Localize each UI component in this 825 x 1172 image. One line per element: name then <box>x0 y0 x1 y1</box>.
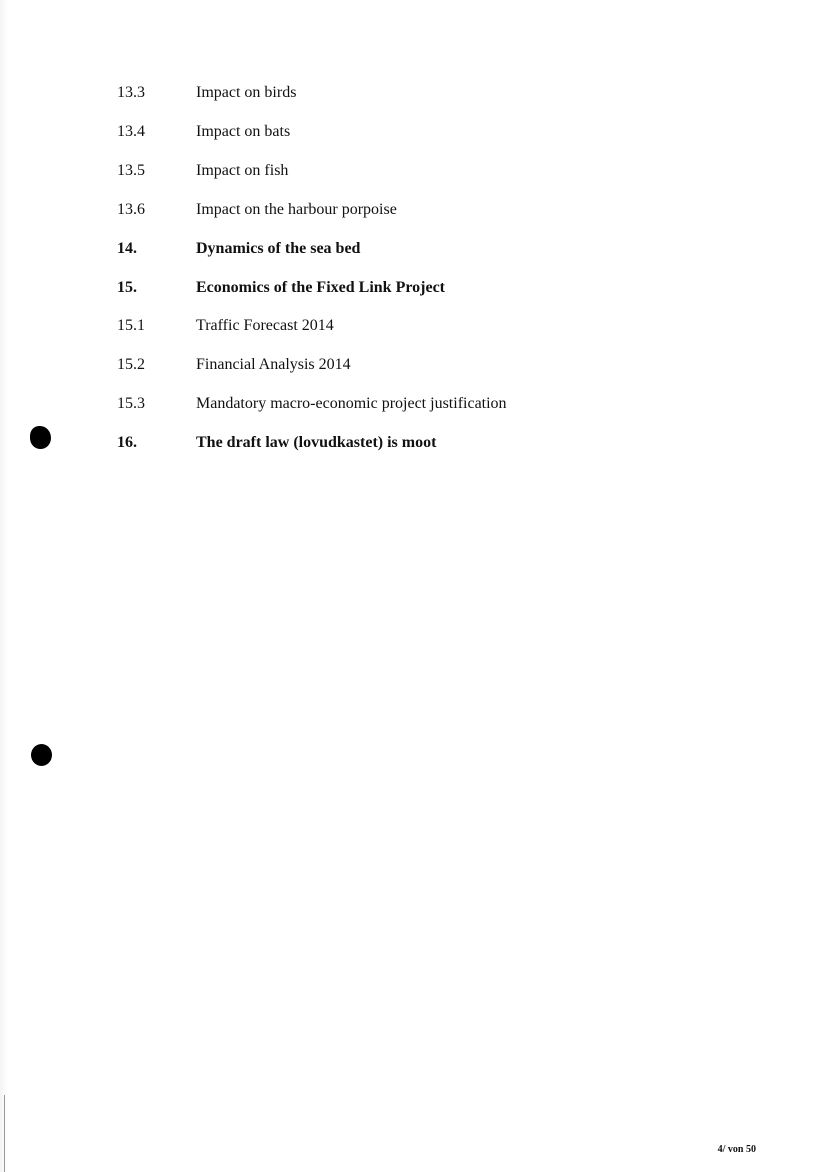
toc-entry-title: Dynamics of the sea bed <box>196 240 361 257</box>
toc-entry-number: 16. <box>117 434 137 451</box>
toc-entry-title: Impact on birds <box>196 84 297 101</box>
toc-entry-14 <box>0 237 825 261</box>
toc-entry-title: Financial Analysis 2014 <box>196 356 351 373</box>
toc-entry-number: 15. <box>117 279 137 296</box>
toc-entry-number: 13.4 <box>117 123 145 140</box>
toc-entry-number: 15.1 <box>117 317 145 334</box>
toc-entry-title: Impact on fish <box>196 162 289 179</box>
toc-entry-13-3 <box>0 81 825 105</box>
punch-hole-lower <box>31 744 52 766</box>
toc-entry-number: 13.6 <box>117 201 145 218</box>
toc-entry-15-2 <box>0 353 825 377</box>
toc-entry-title: Traffic Forecast 2014 <box>196 317 334 334</box>
toc-entry-number: 13.5 <box>117 162 145 179</box>
toc-entry-number: 13.3 <box>117 84 145 101</box>
toc-entry-13-4 <box>0 120 825 144</box>
toc-entry-13-5 <box>0 159 825 183</box>
toc-entry-number: 14. <box>117 240 137 257</box>
toc-entry-13-6 <box>0 198 825 222</box>
toc-entry-15-3 <box>0 392 825 416</box>
toc-entry-15 <box>0 276 825 300</box>
toc-entry-16 <box>0 431 825 455</box>
toc-entry-number: 15.2 <box>117 356 145 373</box>
toc-entry-title: The draft law (lovudkastet) is moot <box>196 434 437 451</box>
scan-line <box>4 1095 5 1172</box>
toc-entry-number: 15.3 <box>117 395 145 412</box>
toc-entry-title: Economics of the Fixed Link Project <box>196 279 446 296</box>
toc-entry-15-1 <box>0 314 825 338</box>
toc-entry-title: Impact on bats <box>196 123 291 140</box>
toc-entry-title: Mandatory macro-economic project justification <box>196 395 507 412</box>
toc-entry-title: Impact on the harbour porpoise <box>196 201 397 218</box>
page-number: 4/ von 50 <box>717 1144 756 1155</box>
